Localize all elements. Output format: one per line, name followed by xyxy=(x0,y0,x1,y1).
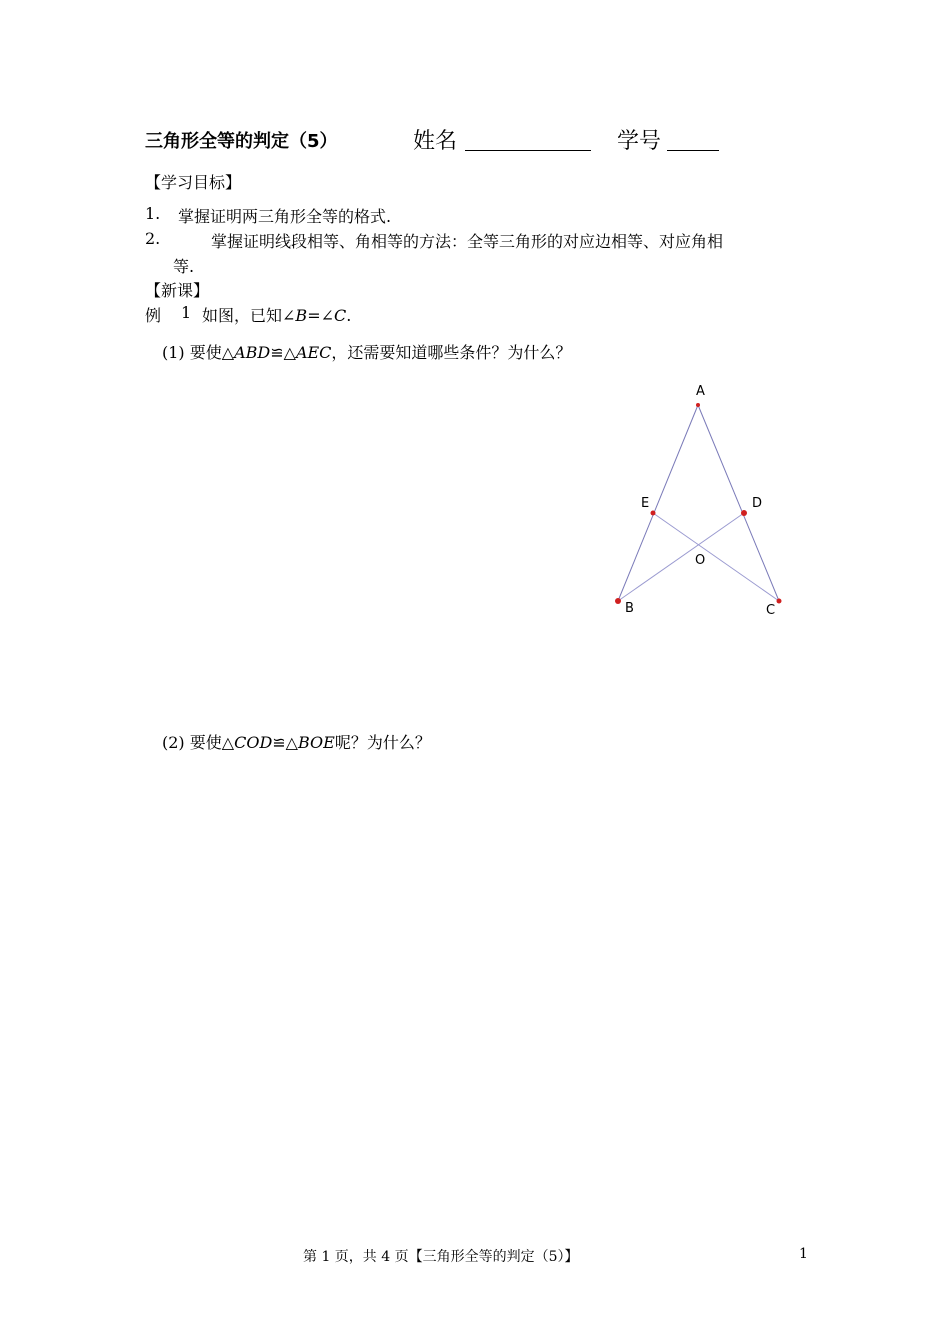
point-E xyxy=(651,511,656,516)
example-1-statement xyxy=(145,303,352,326)
name-blank-line[interactable] xyxy=(465,128,591,151)
question-2: (2) 要使△COD≌△BOE呢？为什么？ xyxy=(162,733,431,752)
objective-item-1 xyxy=(145,204,392,226)
point-C xyxy=(777,599,782,604)
objective-text-continued: 等. xyxy=(173,257,195,276)
label-C: C xyxy=(766,603,776,618)
label-A: A xyxy=(696,384,705,399)
example-prefix: 例 xyxy=(145,306,162,325)
objective-number: 1. xyxy=(145,204,161,223)
segment-CE xyxy=(653,513,779,601)
example-number: 1 xyxy=(181,303,192,322)
page-number: 1 xyxy=(799,1246,808,1262)
label-E: E xyxy=(641,496,650,511)
objective-text: 掌握证明线段相等、角相等的方法：全等三角形的对应边相等、对应角相 xyxy=(211,232,724,251)
objectives-heading: 【学习目标】 xyxy=(145,173,242,192)
segment-AB xyxy=(618,405,698,601)
label-D: D xyxy=(752,496,763,511)
example-text: 如图，已知∠B=∠C. xyxy=(202,306,352,325)
label-B: B xyxy=(625,601,634,616)
new-lesson-heading: 【新课】 xyxy=(145,281,210,300)
page-title: 三角形全等的判定（5） xyxy=(145,131,338,152)
point-D xyxy=(741,510,747,516)
question-1: (1) 要使△ABD≌△AEC，还需要知道哪些条件？为什么？ xyxy=(162,343,572,362)
triangle-figure xyxy=(600,375,800,625)
id-blank-line[interactable] xyxy=(667,128,719,151)
objective-number: 2. xyxy=(145,229,161,248)
point-A xyxy=(696,403,700,407)
label-O: O xyxy=(695,553,706,568)
point-B xyxy=(615,598,621,604)
page-footer: 第 1 页，共 4 页【三角形全等的判定（5）】 xyxy=(303,1249,579,1265)
objective-item-2 xyxy=(145,229,724,251)
name-field-label: 姓名 xyxy=(413,129,458,154)
segment-AC xyxy=(698,405,779,601)
id-field-label: 学号 xyxy=(617,129,662,154)
objective-text: 掌握证明两三角形全等的格式. xyxy=(178,207,392,226)
segment-BD xyxy=(618,513,744,601)
